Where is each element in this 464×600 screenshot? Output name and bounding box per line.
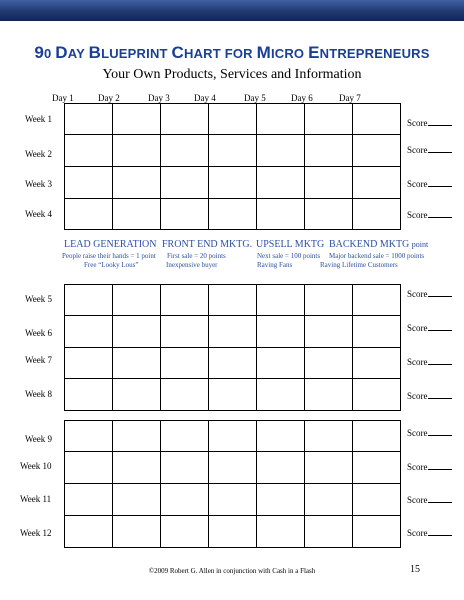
day-header-4: Day 4: [194, 93, 216, 103]
week-label-1: Week 1: [25, 114, 53, 124]
score-label: Score: [407, 391, 428, 401]
title-rest: 0: [44, 46, 56, 61]
legend-backend-line1: Major backend sale = 1000 points: [329, 252, 425, 260]
week-label-7: Week 7: [25, 355, 53, 365]
score-blank[interactable]: [428, 322, 452, 331]
week-label-11: Week 11: [20, 494, 52, 504]
week-label-9: Week 9: [25, 434, 53, 444]
title-rest: AY: [67, 46, 89, 61]
title-initial: E: [308, 43, 320, 62]
score-blank[interactable]: [428, 288, 452, 297]
day-header-1: Day 1: [52, 93, 74, 103]
title-initial: C: [171, 43, 184, 62]
week-label-4: Week 4: [25, 209, 53, 219]
score-label: Score: [407, 179, 428, 189]
score-blank[interactable]: [428, 494, 452, 503]
score-field-2[interactable]: [407, 144, 452, 155]
title-initial: M: [256, 43, 271, 62]
score-field-4[interactable]: [407, 209, 452, 220]
legend-backend-title-text: BACKEND MKTG: [329, 239, 410, 250]
score-field-5[interactable]: [407, 288, 452, 299]
score-field-12[interactable]: [407, 527, 452, 538]
score-blank[interactable]: [428, 209, 452, 218]
score-field-8[interactable]: [407, 390, 452, 401]
score-blank[interactable]: [428, 390, 452, 399]
title-initial: 9: [34, 43, 45, 62]
score-label: Score: [407, 145, 428, 155]
score-field-10[interactable]: [407, 461, 452, 472]
page-number: 15: [410, 564, 420, 575]
title-rest: LUEPRINT: [101, 46, 172, 61]
day-header-7: Day 7: [339, 93, 361, 103]
week-label-3: Week 3: [25, 179, 53, 189]
title-initial: B: [88, 43, 102, 62]
score-field-1[interactable]: [407, 117, 452, 128]
score-label: Score: [407, 428, 428, 438]
week-label-5: Week 5: [25, 294, 53, 304]
legend-lead-line2: Free “Looky Lous”: [84, 261, 139, 269]
score-label: Score: [407, 528, 428, 538]
score-label: Score: [407, 289, 428, 299]
legend-backend-line2: Raving Lifetime Customers: [320, 261, 398, 269]
score-field-6[interactable]: [407, 322, 452, 333]
score-label: Score: [407, 495, 428, 505]
score-blank[interactable]: [428, 144, 452, 153]
legend-upsell-line1: Next sale = 100 points: [257, 252, 321, 260]
legend-upsell-title: UPSELL MKTG: [256, 239, 325, 250]
legend-backend-title-suffix: point: [411, 240, 429, 249]
week-label-8: Week 8: [25, 389, 53, 399]
day-header-5: Day 5: [244, 93, 266, 103]
title-initial: D: [55, 43, 68, 62]
score-blank[interactable]: [428, 356, 452, 365]
day-header-6: Day 6: [291, 93, 313, 103]
score-field-7[interactable]: [407, 356, 452, 367]
day-header-3: Day 3: [148, 93, 170, 103]
legend-lead-title: LEAD GENERATION: [64, 239, 157, 250]
legend-upsell-line2: Raving Fans: [257, 261, 293, 269]
title-rest: HART FOR: [183, 46, 257, 61]
day-header-2: Day 2: [98, 93, 120, 103]
score-label: Score: [407, 210, 428, 220]
score-field-3[interactable]: [407, 178, 452, 189]
score-blank[interactable]: [428, 117, 452, 126]
page-subtitle: Your Own Products, Services and Information: [102, 67, 362, 82]
title-rest: NTREPRENEURS: [319, 46, 430, 61]
score-label: Score: [407, 357, 428, 367]
legend-backend-title: [329, 239, 428, 250]
copyright-footer: ©2009 Robert G. Allen in conjunction with Cash in a Flash: [148, 567, 316, 575]
legend-front-line2: Inexpensive buyer: [166, 261, 218, 269]
week-label-12: Week 12: [20, 528, 52, 538]
legend-front-title: FRONT END MKTG.: [162, 239, 253, 250]
score-blank[interactable]: [428, 461, 452, 470]
legend-front-line1: First sale = 20 points: [167, 252, 226, 260]
score-field-9[interactable]: [407, 427, 452, 438]
score-field-11[interactable]: [407, 494, 452, 505]
week-label-2: Week 2: [25, 149, 53, 159]
title-rest: ICRO: [270, 46, 309, 61]
score-blank[interactable]: [428, 427, 452, 436]
legend-lead-line1: People raise their hands = 1 point: [62, 252, 156, 260]
score-label: Score: [407, 323, 428, 333]
score-blank[interactable]: [428, 178, 452, 187]
score-label: Score: [407, 118, 428, 128]
score-label: Score: [407, 462, 428, 472]
week-label-6: Week 6: [25, 328, 53, 338]
score-blank[interactable]: [428, 527, 452, 536]
week-label-10: Week 10: [20, 461, 52, 471]
